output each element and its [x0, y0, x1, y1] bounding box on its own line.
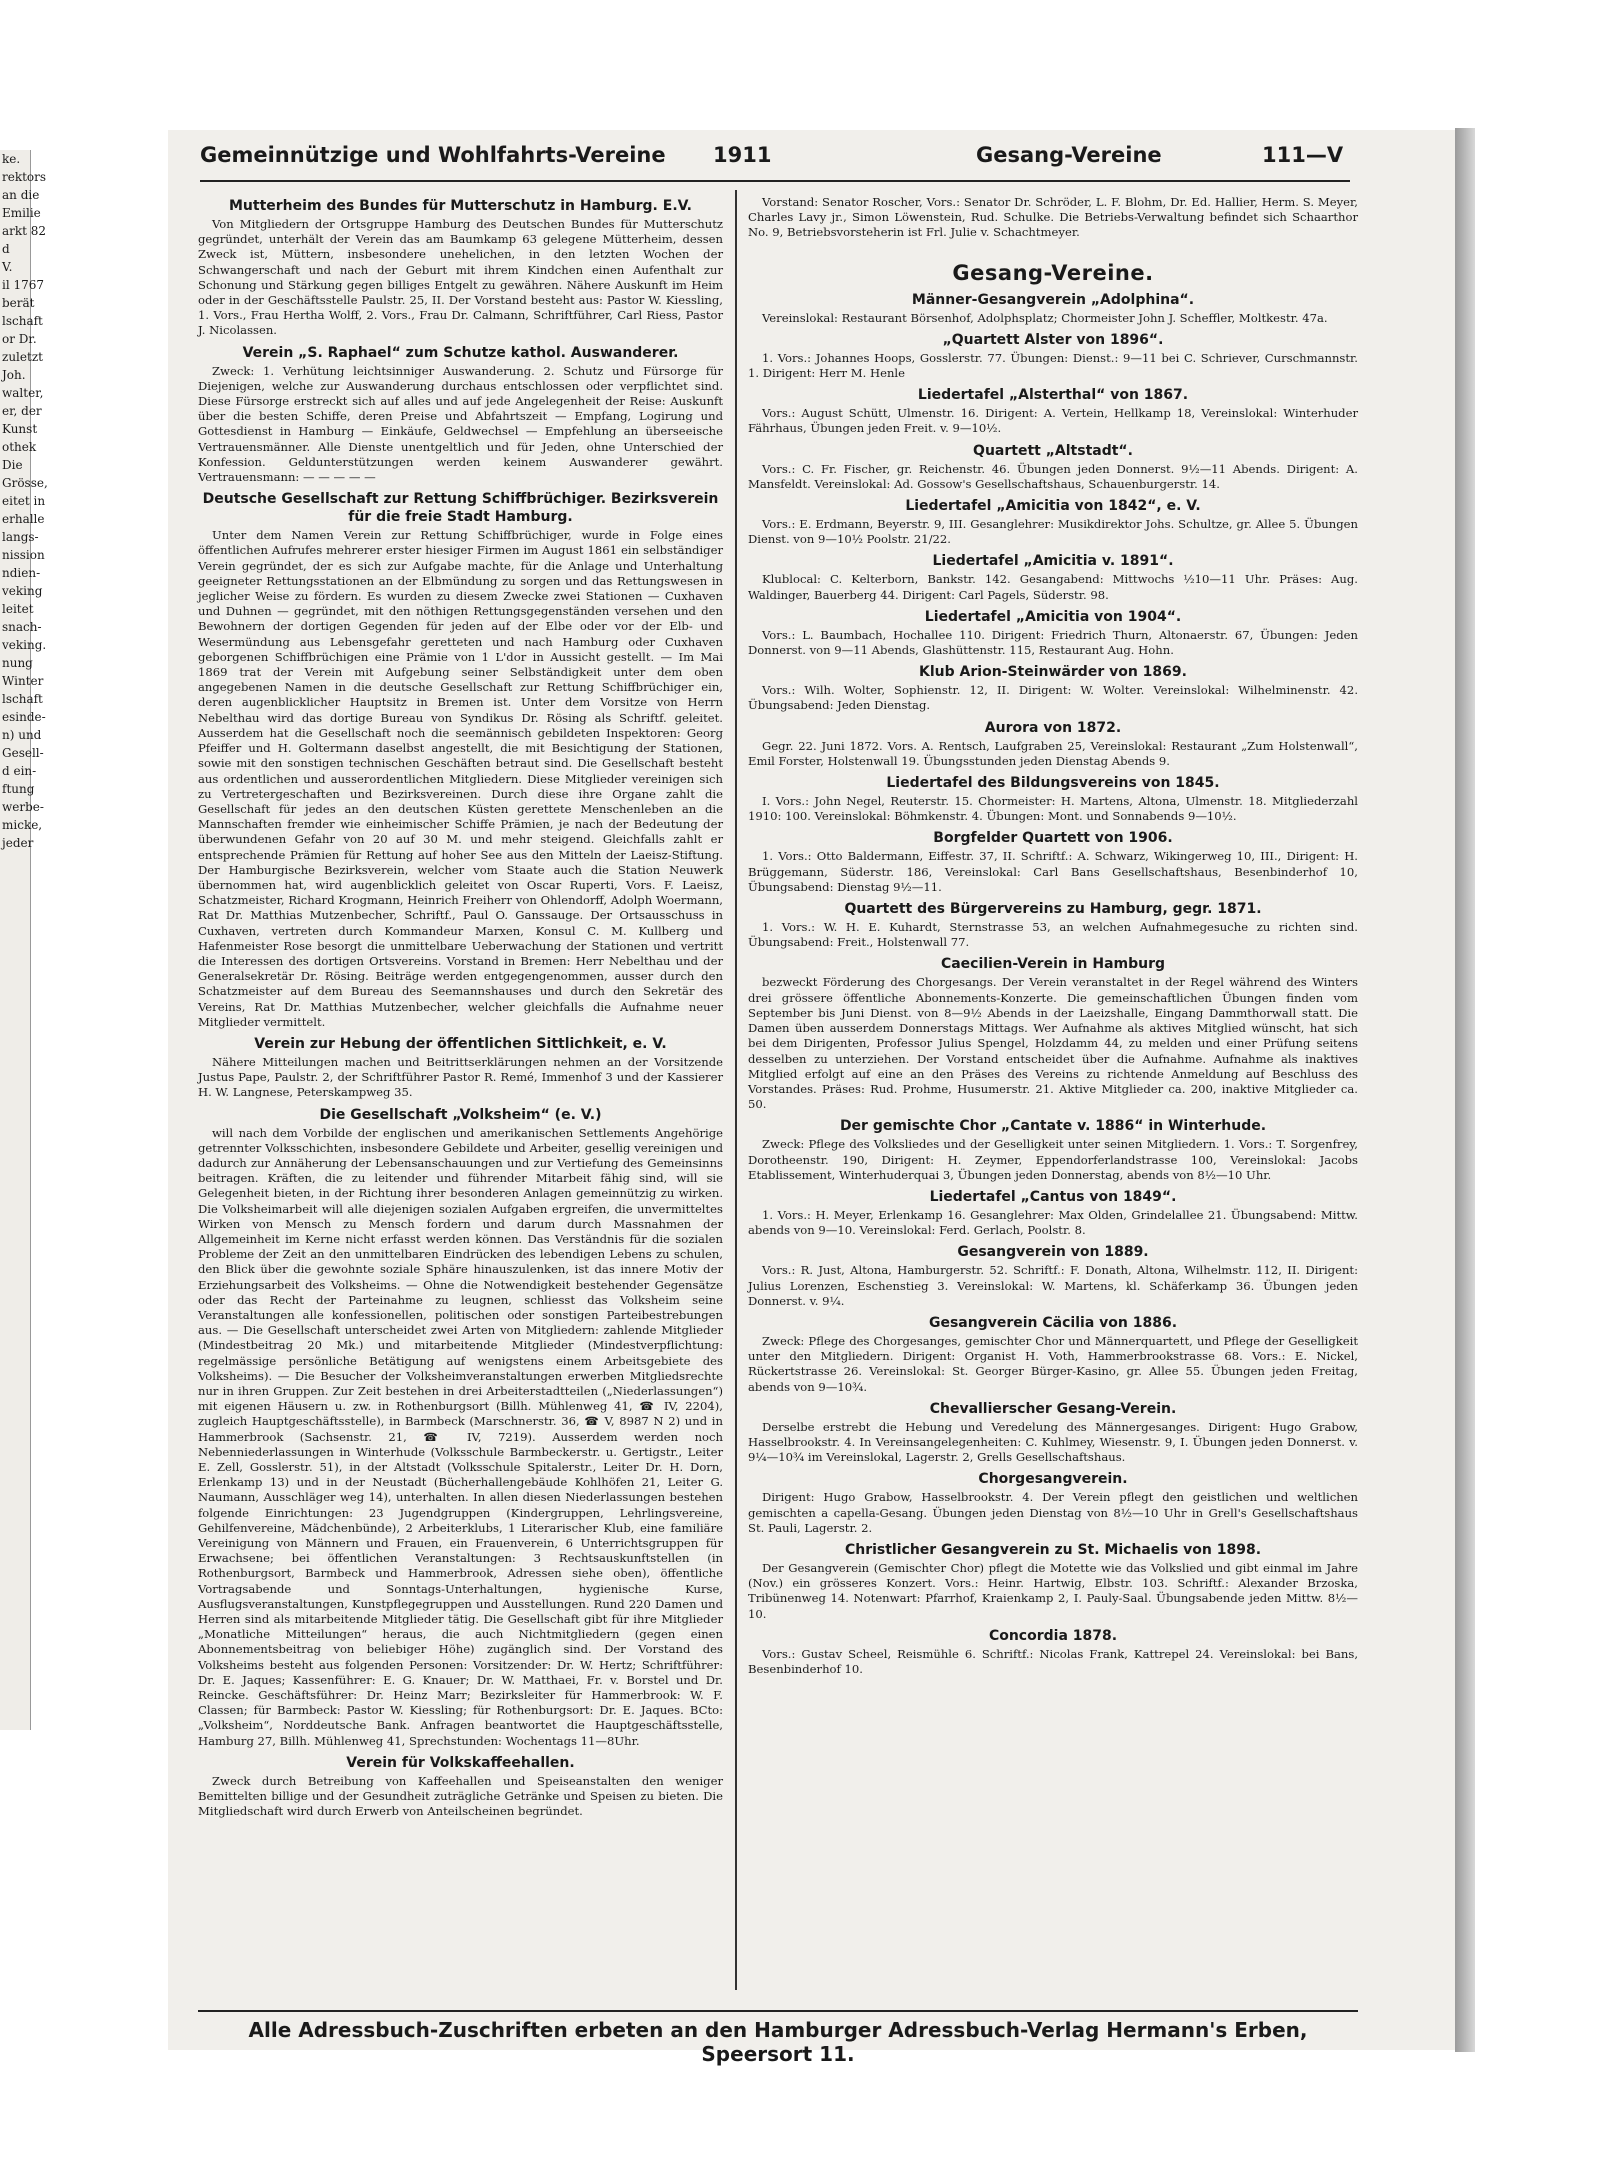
previous-page-fragment: berät: [2, 296, 35, 310]
entry-body: Derselbe erstrebt die Hebung und Veredelung des Männergesanges. Dirigent: Hugo Grabow, Hasselbrookstr. 4. In Vereinsangelegenheiten: C. Kuhlmey, Wiesenstr. 9, I. Übungen jeden Donnerst. v. 9¼—10¾ im Vereinslokal, Lagerstr. 2, Grells Gesellschaftshaus.: [748, 1419, 1358, 1465]
entry-title: Concordia 1878.: [988, 1627, 1118, 1644]
entry: [748, 663, 1358, 713]
entry: [748, 829, 1358, 895]
entry: [748, 442, 1358, 492]
entry: [748, 1243, 1358, 1309]
previous-page-fragment: Winter: [2, 674, 44, 688]
entry-title: Liedertafel des Bildungsvereins von 1845.: [886, 775, 1220, 792]
entry-title: Verein „S. Raphael“ zum Schutze kathol. Auswanderer.: [242, 344, 679, 361]
previous-page-fragment: veking: [2, 584, 43, 598]
entry-title: Chorgesangverein.: [978, 1471, 1128, 1488]
header-rule: [200, 180, 1350, 182]
entry-body: 1. Vors.: Otto Baldermann, Eiffestr. 37, II. Schriftf.: A. Schwarz, Wikingerweg 10, III., Dirigent: H. Brüggemann, Süderstr. 186, Vereinslokal: Carl Bans Gesellschaftshaus, Besenbinderhof 10, Übungsabend: Dienstag 9½—11.: [748, 849, 1358, 894]
entry-title: Klub Arion-Steinwärder von 1869.: [919, 664, 1187, 681]
entry-body: Zweck: Pflege des Chorgesanges, gemischter Chor und Männerquartett, und Pflege der Geselligkeit unter den Mitgliedern. Dirigent: Organist H. Voth, Hammerbrookstrasse 68. Vors.: E. Nickel, Rückertstrasse 26. Vereinslokal: St. Georger Bürger-Kasino, gr. Allee 55. Übungen jeden Freitag, abends von 9—10¾.: [748, 1333, 1358, 1394]
entry-body: Gegr. 22. Juni 1872. Vors. A. Rentsch, Laufgraben 25, Vereinslokal: Restaurant „Zum Holstenwall“, Emil Forster, Holstenwall 19. Übungsstunden jeden Dienstag Abends 9.: [748, 738, 1358, 768]
previous-page-fragment: ke.: [2, 152, 21, 166]
previous-page-fragment: Gesell-: [2, 746, 44, 760]
page-number: 111—V: [1262, 143, 1344, 167]
entry: [748, 900, 1358, 950]
entry-title: Deutsche Gesellschaft zur Rettung Schiffbrüchiger. Bezirksverein für die freie Stadt Hamburg.: [202, 491, 719, 526]
entry-title: Liedertafel „Amicitia von 1904“.: [924, 608, 1182, 625]
entry-title: Caecilien-Verein in Hamburg: [940, 956, 1166, 973]
header-right-title: Gesang-Vereine: [976, 143, 1162, 167]
previous-page-fragment: veking.: [2, 638, 47, 652]
previous-page-fragment: il 1767: [2, 278, 45, 292]
entry-body: Von Mitgliedern der Ortsgruppe Hamburg des Deutschen Bundes für Mutterschutz gegründet, unterhält der Verein das am Baumkamp 63 gelegene Mütterheim, dessen Zweck ist, Müttern, insbesondere unehelichen, in den letzten Wochen der Schwangerschaft und nach der Geburt mit ihrem Kindchen einen Aufenthalt zur Schonung und Stärkung gegen billiges Entgelt zu gewähren. Nähere Auskunft im Heim oder in der Geschäftsstelle Paulstr. 25, II. Der Vorstand besteht aus: Pastor W. Kiessling, 1. Vors., Frau Hertha Wolff, 2. Vors., Frau Dr. Calmann, Schriftführer, Carl Riess, Pastor J. Nicolassen.: [198, 217, 723, 338]
entry-title: Verein für Volkskaffeehallen.: [346, 1754, 575, 1771]
entry: [748, 1470, 1358, 1536]
entry-title: Quartett des Bürgervereins zu Hamburg, gegr. 1871.: [844, 901, 1262, 918]
entry-title: Mutterheim des Bundes für Mutterschutz in Hamburg. E.V.: [229, 198, 692, 214]
entry: [748, 719, 1358, 769]
header-year: 1911: [713, 143, 772, 167]
entry: [748, 1314, 1358, 1395]
entry-title: Männer-Gesangverein „Adolphina“.: [911, 291, 1195, 308]
previous-page-fragment: Grösse,: [2, 476, 48, 490]
right-intro: Vorstand: Senator Roscher, Vors.: Senator Dr. Schröder, L. F. Blohm, Dr. Ed. Hallier, Herm. S. Meyer, Charles Lavy jr., Simon Löwenstein, Rud. Schulke. Die Betriebs-Verwaltung befindet sich Schaarthor No. 9, Betriebsvorsteherin ist Frl. Julie v. Schachtmeyer.: [748, 195, 1358, 240]
entry-title: „Quartett Alster von 1896“.: [942, 331, 1164, 348]
page-edge: [1455, 128, 1475, 2052]
previous-page-fragment: Die: [2, 458, 23, 472]
entry-body: Vors.: L. Baumbach, Hochallee 110. Dirigent: Friedrich Thurn, Altonaerstr. 67, Übungen: Jeden Donnerst. von 9—11 Abends, Glashüttenstr. 115, Restaurant Aug. Hohn.: [748, 627, 1358, 658]
previous-page-fragment: walter,: [2, 386, 44, 400]
entry-body: Vereinslokal: Restaurant Börsenhof, Adolphsplatz; Chormeister John J. Scheffler, Moltkestr. 47a.: [762, 310, 1328, 325]
entry-body: Nähere Mitteilungen machen und Beitrittserklärungen nehmen an der Vorsitzende Justus Pape, Paulstr. 2, der Schriftführer Pastor R. Remé, Immenhof 3 und der Kassierer H. W. Langnese, Peterskampweg 35.: [198, 1054, 723, 1100]
entry-body: I. Vors.: John Negel, Reuterstr. 15. Chormeister: H. Martens, Altona, Ulmenstr. 18. Mitgliederzahl 1910: 100. Vereinslokal: Böhmkenstr. 4. Übungen: Mont. und Sonnabends 9—10½.: [748, 794, 1358, 824]
entry-title: Christlicher Gesangverein zu St. Michaelis von 1898.: [844, 1541, 1262, 1558]
column-divider: [735, 190, 737, 1990]
previous-page-fragment: nung: [2, 656, 33, 670]
entry-body: Vors.: Gustav Scheel, Reismühle 6. Schriftf.: Nicolas Frank, Kattrepel 24. Vereinslokal: bei Bans, Besenbinderhof 10.: [748, 1646, 1358, 1676]
previous-page-fragment: V.: [2, 260, 13, 274]
previous-page-fragment: d ein-: [2, 764, 37, 778]
entry-title: Quartett „Altstadt“.: [973, 442, 1133, 459]
entry: [748, 291, 1358, 326]
right-column: [748, 195, 1358, 1682]
entry: [748, 774, 1358, 824]
previous-page-fragment: zuletzt: [2, 350, 43, 364]
entry-body: Vors.: Wilh. Wolter, Sophienstr. 12, II. Dirigent: W. Wolter. Vereinslokal: Wilhelminenstr. 42. Übungsabend: Jeden Dienstag.: [748, 683, 1358, 713]
entry: [198, 344, 723, 486]
previous-page-fragment: lschaft: [2, 692, 43, 706]
entry-title: Verein zur Hebung der öffentlichen Sittlichkeit, e. V.: [254, 1035, 667, 1052]
entry: [748, 331, 1358, 381]
page-header: [200, 143, 1350, 175]
previous-page-fragment: werbe-: [2, 800, 44, 814]
previous-page-fragment: erhalle: [2, 512, 45, 526]
previous-page-strip: [0, 150, 48, 1730]
previous-page-fragment: d: [2, 242, 10, 256]
entry-body: Vors.: August Schütt, Ulmenstr. 16. Dirigent: A. Vertein, Hellkamp 18, Vereinslokal: Winterhuder Fährhaus, Übungen jeden Freit. v. 9—10½.: [748, 406, 1358, 436]
entry-title: Der gemischte Chor „Cantate v. 1886“ in Winterhude.: [839, 1118, 1267, 1135]
footer-notice: Alle Adressbuch-Zuschriften erbeten an den Hamburger Adressbuch-Verlag Hermann's Erben, Speersort 11.: [198, 2010, 1358, 2066]
entry-title: Liedertafel „Alsterthal“ von 1867.: [917, 387, 1189, 404]
entry: [748, 1188, 1358, 1238]
entry-body: 1. Vors.: W. H. E. Kuhardt, Sternstrasse 53, an welchen Aufnahmegesuche zu richten sind. Übungsabend: Freit., Holstenwall 77.: [748, 920, 1358, 950]
previous-page-fragment: rektors: [2, 170, 47, 184]
entry-title: Gesangverein Cäcilia von 1886.: [928, 1314, 1178, 1331]
previous-page-fragment: n) und: [2, 728, 42, 742]
previous-page-fragment: er, der: [2, 404, 42, 418]
previous-page-fragment: Joh.: [2, 368, 26, 382]
previous-page-fragment: jeder: [2, 836, 34, 850]
previous-page-fragment: an die: [2, 188, 40, 202]
entry: [748, 497, 1358, 547]
entry-body: Dirigent: Hugo Grabow, Hasselbrookstr. 4. Der Verein pflegt den geistlichen und weltlichen gemischten a capella-Gesang. Übungen jeden Dienstag von 8½—10 Uhr in Grell's Gesellschaftshaus St. Pauli, Lagerstr. 2.: [748, 1490, 1358, 1535]
entry: [198, 1035, 723, 1101]
left-column: [198, 195, 723, 1825]
entry-title: Borgfelder Quartett von 1906.: [933, 830, 1173, 847]
entry: [748, 955, 1358, 1112]
entry: [198, 1754, 723, 1820]
previous-page-fragment: eitet in: [2, 494, 46, 508]
entry-title: Liedertafel „Amicitia von 1842“, e. V.: [905, 498, 1201, 515]
entry-body: Zweck durch Betreibung von Kaffeehallen und Speiseanstalten den weniger Bemittelten billige und der Gesundheit zuträgliche Getränke und Speisen zu bieten. Die Mitgliedschaft wird durch Erwerb von Anteilscheinen begründet.: [198, 1773, 723, 1819]
section-title: Gesang-Vereine.: [952, 260, 1154, 285]
entry-body: 1. Vors.: H. Meyer, Erlenkamp 16. Gesanglehrer: Max Olden, Grindelallee 21. Übungsabend: Mittw. abends von 9—10. Vereinslokal: Ferd. Gerlach, Poolstr. 8.: [748, 1207, 1358, 1238]
previous-page-fragment: othek: [2, 440, 37, 454]
entry-body: Zweck: Pflege des Volksliedes und der Geselligkeit unter seinen Mitgliedern. 1. Vors.: T. Sorgenfrey, Dorotheenstr. 190, Dirigent: H. Zeymer, Eppendorferlandstrasse 100, Vereinslokal: Jacobs Etablissement, Winterhuderquai 3, Übungen jeden Donnerstag, abends von 8½—10 Uhr.: [748, 1137, 1358, 1182]
entry-body: Unter dem Namen Verein zur Rettung Schiffbrüchiger, wurde in Folge eines öffentlichen Aufrufes mehrerer erster hiesiger Firmen im August 1861 ein selbständiger Verein gegründet, der es sich zur Aufgabe machte, für die Anlage und Unterhaltung geeigneter Rettungsstationen an der Elbmündung zu sorgen und das Rettungswesen in jeglicher Weise zu fördern. Es wurden zu diesem Zwecke zwei Stationen — Cuxhaven und Duhnen — gegründet, mit den nöthigen Rettungsgegenständen versehen und den Bewohnern der dortigen Gegenden für jeden auf der Elbe oder vor der Elb- und Wesermündung aus Lebensgefahr geretteten und nach Hamburg oder Cuxhaven geborgenen Schiffbrüchigen eine Prämie von 1 L'dor in Aussicht gestellt. — Im Mai 1869 trat der Verein mit Aufgebung seiner Selbständigkeit unter dem oben angegebenen Namen in die deutsche Gesellschaft zur Rettung Schiffbrüchiger ein, deren augenblicklicher Hauptsitz in Bremen ist. Unter dem Vorsitze von Herrn Nebelthau wird das dortige Bureau von Syndikus Dr. Rösing als Schriftf. geleitet. Ausserdem hat die Gesellschaft noch die seemännisch gebildeten Inspektoren: Georg Pfeiffer und H. Goltermann daselbst angestellt, die mit Besichtigung der Stationen, sowie mit den sonstigen technischen Geschäften betraut sind. Die Gesellschaft besteht aus ordentlichen und ausserordentlichen Mitgliedern. Diese Mitglieder vereinigen sich zu Vertretergeschaften und Bezirksvereinen. Durch diese ihre Organe zahlt die Gesellschaft für jedes an den deutschen Küsten gerettete Menschenleben an die Mannschaften fremder wie einheimischer Schiffe Prämien, je nach der Bedeutung der überwundenen Gefahr von 20 auf 30 M. und mehr steigend. Gleichfalls zahlt er entsprechende Prämien für Rettung auf hoher See aus den Mitteln der Laeisz-Stiftung. Der Hamburgische Bezirksverein, welcher vom Staate auch die Station Neuwerk übernommen hat, wird augenblicklich geleitet von Oscar Ruperti, Vors. F. Laeisz, Schatzmeister, Richard Krogmann, Heinrich Freiherr von Ohlendorff, Adolph Woermann, Rat Dr. Matthias Mutzenbecher, Schriftf., Paul O. Ganssauge. Der Ortsausschuss in Cuxhaven, vertreten durch Kommandeur Marxen, Konsul C. M. Kullberg und Hafenmeister Rose besorgt die unmittelbare Ueberwachung der Stationen und vertritt die Interessen des dortigen Ortsvereins. Vorstand in Bremen: Herr Nebelthau und der Generalsekretär Dr. Rösing. Beiträge werden entgegengenommen, ausser durch den Schatzmeister auf dem Bureau des Seemannshauses und durch den Sekretär des Vereins, Rat Dr. Matthias Mutzenbecher, welcher gleichfalls die Aufnahme neuer Mitglieder vermittelt.: [198, 528, 723, 1029]
entry-body: Vors.: E. Erdmann, Beyerstr. 9, III. Gesanglehrer: Musikdirektor Johs. Schultze, gr. Allee 5. Übungen Dienst. von 9—10½ Poolstr. 21/22.: [748, 517, 1358, 547]
previous-page-fragment: leitet: [2, 602, 34, 616]
entry-body: Vors.: R. Just, Altona, Hamburgerstr. 52. Schriftf.: F. Donath, Altona, Wilhelmstr. 112, II. Dirigent: Julius Lorenzen, Eschenstieg 3. Vereinslokal: W. Martens, kl. Schäferkamp 36. Übungen jeden Donnerst. v. 9¼.: [748, 1263, 1358, 1308]
previous-page-fragment: or Dr.: [2, 332, 37, 346]
header-left-title: Gemeinnützige und Wohlfahrts-Vereine: [200, 143, 666, 167]
previous-page-fragment: ndien-: [2, 566, 41, 580]
entry-body: 1. Vors.: Johannes Hoops, Gosslerstr. 77. Übungen: Dienst.: 9—11 bei C. Schriever, Curschmannstr. 1. Dirigent: Herr M. Henle: [748, 350, 1358, 381]
entry: [748, 1400, 1358, 1466]
entry-title: Die Gesellschaft „Volksheim“ (e. V.): [319, 1106, 602, 1123]
entry-body: will nach dem Vorbilde der englischen und amerikanischen Settlements Angehörige getrennter Volksschichten, insbesondere Gebildete und Arbeiter, gesellig vereinigen und dadurch zur Annäherung der Lebensanschauungen und zur Vertiefung des Gemeinsinns beitragen. Kräften, die zu leitender und führender Mitarbeit fähig sind, will sie Gelegenheit bieten, in der Richtung ihrer besonderen Anlagen gemeinnützig zu wirken. Die Volksheimarbeit will alle diejenigen sozialen Aufgaben ergreifen, die unvermitteltes Wirken von Mensch zu Mensch fordern und darum durch Massnahmen der Allgemeinheit im Kerne nicht erfasst werden können. Das Verständnis für die sozialen Probleme der Zeit an den unmittelbaren Eindrücken des lebendigen Lebens zu schulen, den Blick über die gewohnte soziale Sphäre hinauszulenken, ist das innere Motiv der Erziehungsarbeit des Volksheims. — Ohne die Notwendigkeit bestehender Gegensätze oder das Recht der Parteinahme zu leugnen, schliesst das Volksheim seine Veranstaltungen alle konfessionellen, politischen oder sonstigen Parteibestrebungen aus. — Die Gesellschaft unterscheidet zwei Arten von Mitgliedern: zahlende Mitglieder (Mindestbeitrag 20 Mk.) und mitarbeitende Mitglieder (Mindestverpflichtung: regelmässige persönliche Betätigung auf wenigstens einem Arbeitsgebiete des Volksheims). — Die Besucher der Volksheimveranstaltungen erwerben Mitgliedsrechte nur in ihren Gruppen. Zur Zeit bestehen in drei Arbeiterstadtteilen („Niederlassungen“) mit eigenen Häusern u. zw. in Rothenburgsort (Billh. Mühlenweg 41, ☎ IV, 2204), zugleich Hauptgeschäftsstelle), in Barmbeck (Marschnerstr. 36, ☎ V, 8987 N 2) und in Hammerbrook (Sachsenstr. 21, ☎ IV, 7219). Ausserdem werden noch Nebenniederlassungen in Winterhude (Volksschule Barmbeckerstr. u. Gertigstr., Leiter E. Zell, Gosslerstr. 51), in der Altstadt (Volksschule Spitalerstr., Leiter Dr. H. Dorn, Erlenkamp 13) und in der Neustadt (Bücherhallengebäude Kohlhöfen 21, Leiter G. Naumann, Ausschläger weg 14), unterhalten. In allen diesen Niederlassungen bestehen folgende Einrichtungen: 23 Jugendgruppen (Kindergruppen, Lehrlingsvereine, Gehilfenvereine, Mädchenbünde), 2 Arbeiterklubs, 1 Literarischer Klub, eine familiäre Vereinigung von Männern und Frauen, ein Frauenverein, 6 Unterrichtsgruppen für Erwachsene; bei öffentlichen Veranstaltungen: 3 Rechtsauskunftstellen (in Rothenburgsort, Barmbeck und Hammerbrook, Adressen siehe oben), öffentliche Vortragsabende und Sonntags-Unterhaltungen, hygienische Kurse, Ausflugsveranstaltungen, Kunstpflegegruppen und Ausstellungen. Rund 220 Damen und Herren sind als mitarbeitende Mitglieder tätig. Die Gesellschaft gibt für ihre Mitglieder „Monatliche Mitteilungen“ heraus, die auch Nichtmitgliedern (gegen einen Abonnementsbeitrag von beliebiger Höhe) zugänglich sind. Der Vorstand des Volksheims besteht aus folgenden Personen: Vorsitzender: Dr. W. Hertz; Schriftführer: Dr. E. Jaques; Kassenführer: E. G. Knauer; Dr. W. Matthaei, Fr. v. Borstel und Dr. Reincke. Geschäftsführer: Dr. Heinz Marr; Bezirksleiter für Hammerbrook: W. F. Classen; für Barmbeck: Pastor W. Kiessling; für Rothenburgsort: Dr. E. Jaques. BCto: „Volksheim“, Norddeutsche Bank. Anfragen beantwortet die Hauptgeschäftsstelle, Hamburg 27, Billh. Mühlenweg 41, Sprechstunden: Wochentags 11—8Uhr.: [198, 1125, 723, 1748]
entry-title: Liedertafel „Amicitia v. 1891“.: [932, 553, 1174, 570]
previous-page-fragment: nission: [2, 548, 45, 562]
entry-body: Zweck: 1. Verhütung leichtsinniger Auswanderung. 2. Schutz und Fürsorge für Diejenigen, welche zur Auswanderung durchaus entschlossen oder verpflichtet sind. Diese Fürsorge erstreckt sich auf alles und auf jede Angelegenheit der Reise: Auskunft über die besten Schiffe, deren Preise und Abfahrtszeit — Empfang, Logirung und Gottesdienst in Hamburg — Einkäufe, Geldwechsel — Empfehlung an überseeische Vertrauensmänner. Alle Dienste unentgeltlich und für Jeden, ohne Unterschied der Konfession. Geldunterstützungen werden keinem Auswanderer gewährt. Vertrauensmann: — — — — —: [198, 363, 723, 485]
entry: [748, 386, 1358, 436]
previous-page-fragment: Emilie: [2, 206, 41, 220]
entry: [748, 608, 1358, 658]
previous-page-fragment: esinde-: [2, 710, 46, 724]
entry-body: Vors.: C. Fr. Fischer, gr. Reichenstr. 46. Übungen jeden Donnerst. 9½—11 Abends. Dirigent: A. Mansfeldt. Vereinslokal: Ad. Gossow's Gesellschaftshaus, Schauenburgerstr. 14.: [748, 461, 1358, 491]
entry: [198, 197, 723, 339]
entry-title: Liedertafel „Cantus von 1849“.: [929, 1188, 1177, 1205]
entry: [198, 1106, 723, 1749]
entry: [748, 552, 1358, 602]
previous-page-fragment: Kunst: [2, 422, 38, 436]
entry-title: Gesangverein von 1889.: [957, 1244, 1149, 1261]
entry: [748, 1541, 1358, 1622]
previous-page-fragment: lschaft: [2, 314, 43, 328]
entry: [748, 1627, 1358, 1677]
previous-page-fragment: langs-: [2, 530, 39, 544]
previous-page-fragment: arkt 82: [2, 224, 47, 238]
entry-title: Aurora von 1872.: [984, 719, 1122, 736]
entry: [198, 490, 723, 1030]
entry: [748, 1117, 1358, 1183]
entry-title: Chevallierscher Gesang-Verein.: [929, 1400, 1177, 1417]
entry-body: bezweckt Förderung des Chorgesangs. Der Verein veranstaltet in der Regel während des Winters drei grössere öffentliche Abonnements-Konzerte. Die gemeinschaftlichen Übungen finden vom September bis Juni Dienst. von 8—9½ Abends in der Laeizshalle, Eingang Dammthorwall statt. Die Damen üben ausserdem Donnerstags Mittags. Wer Aufnahme als aktives Mitglied wünscht, hat sich bei dem Dirigenten, Professor Julius Spengel, Holzdamm 44, zu melden und einer Prüfung seitens desselben zu unterziehen. Der Vorstand entscheidet über die Aufnahme. Aufnahme als inaktives Mitglied erfolgt auf eine an den Präses des Vereins zu richtende Anmeldung auf Beschluss des Vorstandes. Präses: Rud. Prohme, Husumerstr. 21. Aktive Mitglieder ca. 200, inaktive Mitglieder ca. 50.: [748, 975, 1358, 1112]
entry-body: Klublocal: C. Kelterborn, Bankstr. 142. Gesangabend: Mittwochs ½10—11 Uhr. Präses: Aug. Waldinger, Bauerberg 44. Dirigent: Carl Pagels, Süderstr. 98.: [748, 572, 1358, 602]
previous-page-fragment: ftung: [2, 782, 35, 796]
entry-body: Der Gesangverein (Gemischter Chor) pflegt die Motette wie das Volkslied und gibt einmal im Jahre (Nov.) ein grösseres Konzert. Vors.: Heinr. Hartwig, Elbstr. 103. Schriftf.: Alexander Brzoska, Tribünenweg 14. Notenwart: Pfarrhof, Kraienkamp 2, I. Pauly-Saal. Übungsabende jeden Mittw. 8½—10.: [748, 1560, 1358, 1621]
previous-page-fragment: snach-: [2, 620, 42, 634]
previous-page-fragment: micke,: [2, 818, 43, 832]
